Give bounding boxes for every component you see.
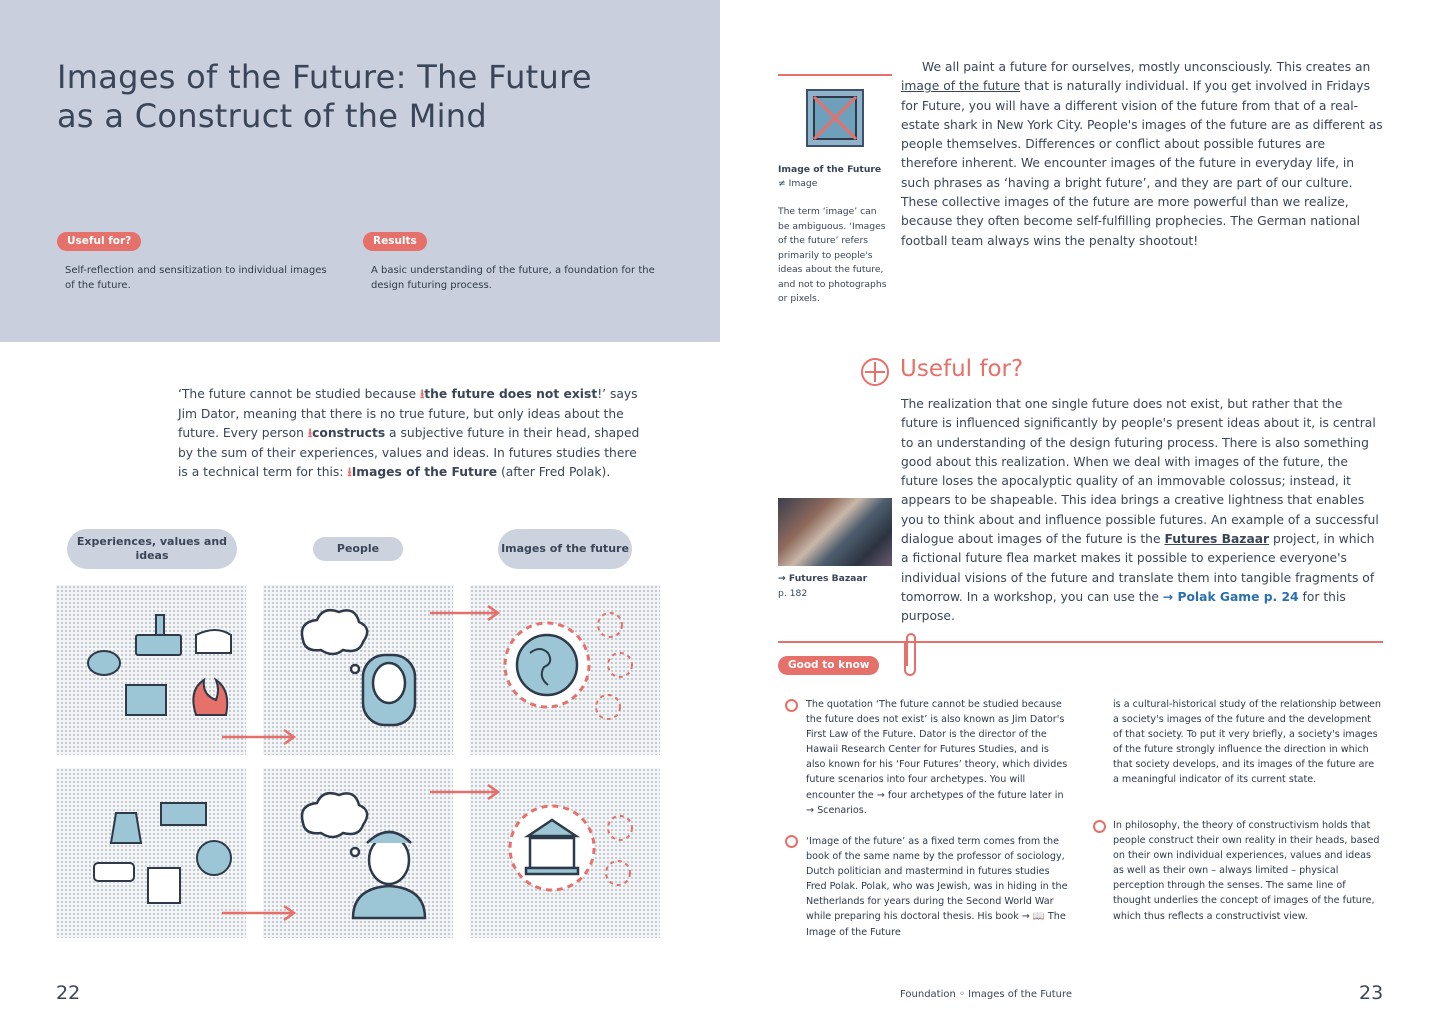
note-polak-book-continued: is a cultural-historical study of the relationship between a society's images of the future and the development of that society. To put it very briefly, a society's images of the future strongly influence the direction in which that society develops, and its images of the future are a meaningful indicator of its current state. [1113, 699, 1381, 786]
results-description: A basic understanding of the future, a foundation for the design futuring process. [371, 265, 655, 291]
term-image-of-future[interactable]: image of the future [901, 79, 1021, 94]
diagram-col-experiences: Experiences, values and ideas [67, 529, 237, 569]
divider [778, 74, 892, 76]
arrow-icon [222, 906, 294, 920]
futures-bazaar-link[interactable]: Futures Bazaar [1164, 532, 1270, 547]
note-polak-book: ‘Image of the future’ as a fixed term comes from the book of the same name by the professor of sociology, Dutch politician and mastermind in futures studies Fred Polak. Polak, who was Jewish, was in hiding in the Netherlands for years during the Second World War while preparing his doctoral thesis. His book → 📖 The Image of the Future [806, 836, 1068, 938]
plus-circle-icon [860, 357, 890, 387]
good-to-know-badge: Good to know [778, 656, 879, 675]
sidebar-subtitle: ≠ Image [778, 178, 818, 189]
term-future-not-exist[interactable]: the future does not exist [424, 387, 598, 401]
futures-bazaar-photo [778, 498, 892, 566]
photo-caption-title[interactable]: → Futures Bazaar [778, 573, 868, 584]
diagram-col-people: People [313, 537, 403, 561]
sidebar-text: The term ‘image’ can be ambiguous. ‘Images of the future’ refers primarily to people's ideas about the future, and not to photographs or pixels. [778, 206, 887, 304]
sidebar-title: Image of the Future [778, 164, 882, 175]
page-footer: Foundation ◦ Images of the Future [900, 989, 1073, 1000]
page-number-right: 23 [1359, 982, 1384, 1004]
intro-paragraph: ‘The future cannot be studied because ⭳the future does not exist!’ says Jim Dator, meaning that there is no true future, but only ideas about the future. Every person ⭳constructs a subjective future in their head, shaped by the sum of their experiences, values and ideas. In futures studies there is a technical term for this: ⭳Images of the Future (after Fred Polak). [178, 387, 640, 479]
bullet-ring-icon [785, 835, 798, 848]
useful-for-description: Self-reflection and sensitization to individual images of the future. [65, 265, 327, 291]
page-number-left: 22 [56, 982, 81, 1004]
arrow-icon [222, 730, 294, 744]
note-dator-law: The quotation ‘The future cannot be studied because the future does not exist’ is also known as Jim Dator's First Law of the Future. Dator is the director of the Hawaii Research Center for Futures Studies, and is also known for his ‘Four Futures’ theory, which divides future scenarios into four archetypes. You will encounter the → four archetypes of the future later in → Scenarios. [806, 699, 1068, 816]
arrow-icon [430, 785, 498, 799]
paperclip-icon [900, 632, 920, 680]
right-intro-paragraph: We all paint a future for ourselves, mostly unconsciously. This creates an image of the future that is naturally individual. If you get involved in Fridays for Future, you will have a different vision of the future from that of a real-estate shark in New York City. People's images of the future are as different as people themselves. Differences or conflict about possible futures are therefore inherent. We encounter images of the future in everyday life, in such phrases as ‘having a bright future’, and they are part of our culture. These collective images of the future are more powerful than we realize, because they often become self-fulfilling prophecies. The German national football team always wins the penalty shootout! [901, 60, 1383, 248]
useful-for-badge: Useful for? [57, 232, 141, 251]
polak-game-link[interactable]: → Polak Game p. 24 [1162, 589, 1299, 604]
bullet-ring-icon [1093, 820, 1106, 833]
bullet-ring-icon [785, 699, 798, 712]
useful-for-heading: Useful for? [900, 356, 1024, 382]
photo-caption-page: p. 182 [778, 588, 808, 599]
term-images-of-future[interactable]: Images of the Future [351, 465, 498, 479]
term-constructs[interactable]: constructs [312, 426, 386, 440]
image-placeholder-icon [806, 89, 864, 147]
page-title: Images of the Future: The Future as a Construct of the Mind [57, 58, 592, 135]
note-constructivism: In philosophy, the theory of constructivism holds that people construct their own reality in their heads, based on their own individual experiences, values and ideas as well as their own – always limited – physical perception through the senses. The same line of thought underlies the concept of images of the future, which thus reflects a constructivist view. [1113, 820, 1380, 922]
arrow-icon [430, 606, 498, 620]
results-badge: Results [363, 232, 427, 251]
diagram-col-images: Images of the future [498, 529, 632, 569]
useful-for-body: The realization that one single future does not exist, but rather that the future is influenced significantly by people's present ideas about it, is central to an understanding of the design futuring process. There is also something good about this realization. When we deal with images of the future, the future loses the apocalyptic quality of an immovable colossus; instead, it appears to be shapeable. This idea brings a creative lightness that enables you to think about and influence possible futures. An example of a successful dialogue about images of the future is the Futures Bazaar project, in which a fictional future flea market makes it possible to experience everyone's individual visions of the future and translate them into tangible fragments of tomorrow. In a workshop, you can use the → Polak Game p. 24 for this purpose. [901, 397, 1379, 624]
divider [778, 641, 1383, 643]
